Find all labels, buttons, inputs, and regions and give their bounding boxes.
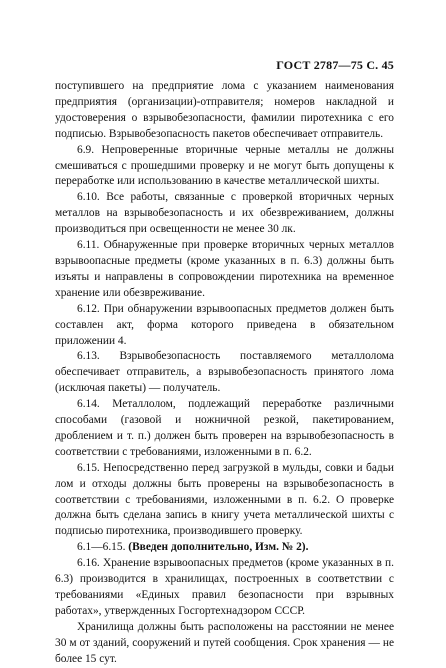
paragraph-6-13: 6.13. Взрывобезопасность поставляемого металлолома обеспечивает отправитель, а взрывобезопасность принятого лома (исключая пакеты) — получатель. bbox=[55, 350, 394, 395]
paragraph-6-9: 6.9. Непроверенные вторичные черные металлы не должны смешиваться с прошедшими проверку и не могут быть допущены к переработке или использованию в качестве металлической шихты. bbox=[55, 143, 394, 188]
amendment-text: (Введен дополнительно, Изм. № 2). bbox=[128, 541, 309, 554]
document-body bbox=[55, 79, 394, 668]
paragraph-6-10: 6.10. Все работы, связанные с проверкой вторичных черных металлов на взрывобезопасность и их обезвреживанием, должны производиться при освещенности не менее 30 лк. bbox=[55, 191, 394, 236]
paragraph-6-15: 6.15. Непосредственно перед загрузкой в мульды, совки и бадьи лом и отходы должны быть проверены на взрывобезопасность в соответствии с требованиями, изложенными в п. 6.2. О проверке должна быть сделана запись в книгу учета металлической шихты с подписью пиротехника, производившего проверку. bbox=[55, 461, 394, 538]
page-header: ГОСТ 2787—75 С. 45 bbox=[276, 58, 394, 72]
amendment-note bbox=[55, 540, 394, 556]
paragraph-storage-distance: Хранилища должны быть расположены на расстоянии не менее 30 м от зданий, сооружений и путей сообщения. Срок хранения — не более 15 сут. bbox=[55, 620, 394, 665]
paragraph-6-14: 6.14. Металлолом, подлежащий переработке различными способами (газовой и ножничной резкой, пакетированием, дроблением и т. п.) должен быть проверен на взрывобезопасность в соответствии с требованиями, изложенными в п. 6.2. bbox=[55, 398, 394, 458]
paragraph-6-11: 6.11. Обнаруженные при проверке вторичных черных металлов взрывоопасные предметы (кроме указанных в п. 6.3) должны быть изъяты и направлены в сопровождении пиротехника на временное хранение или обезвреживание. bbox=[55, 239, 394, 299]
amendment-ref: 6.1—6.15. bbox=[77, 541, 126, 554]
paragraph-6-12: 6.12. При обнаружении взрывоопасных предметов должен быть составлен акт, форма которого приведена в обязательном приложении 4. bbox=[55, 302, 394, 347]
paragraph-6-16: 6.16. Хранение взрывоопасных предметов (кроме указанных в п. 6.3) производится в хранилищах, построенных в соответствии с требованиями «Единых правил безопасности при взрывных работах», утвержденных Госгортехнадзором СССР. bbox=[55, 557, 394, 617]
paragraph-continuation: поступившего на предприятие лома с указанием наименования предприятия (организации)-отправителя; номеров накладной и удостоверения о взрывобезопасности, фамилии пиротехника с его подписью. Взрывобезопасность пакетов обеспечивает отправитель. bbox=[55, 80, 394, 140]
